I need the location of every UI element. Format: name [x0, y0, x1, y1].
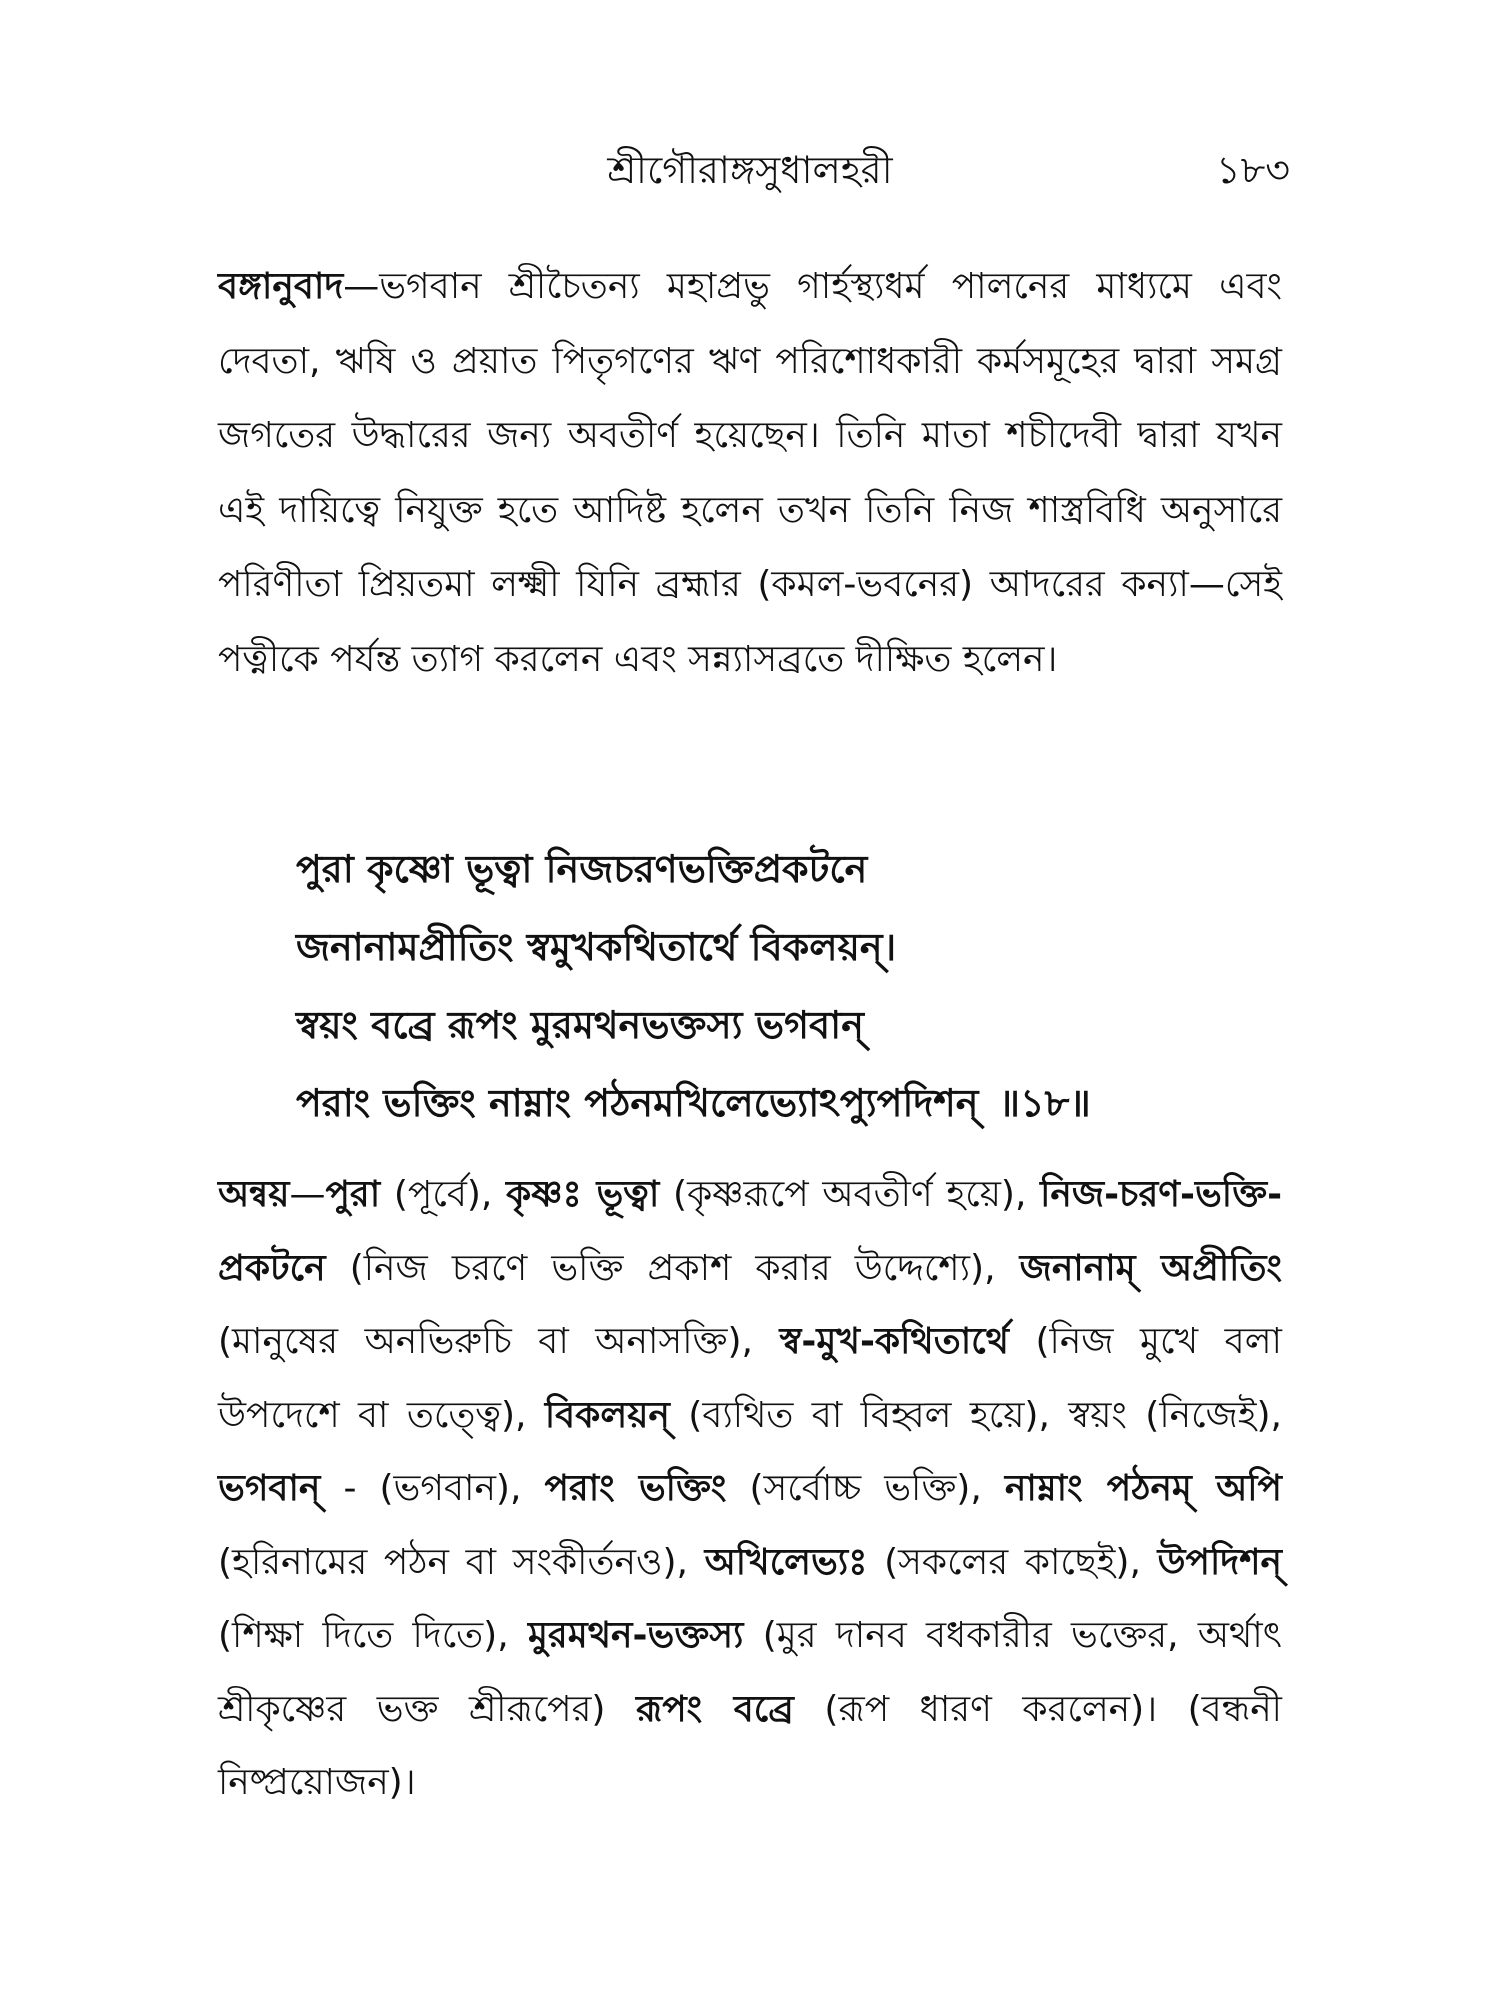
verse-number: ॥১৮॥ [998, 1081, 1091, 1125]
anvaya-term: কৃষ্ণঃ ভূত্বা [506, 1174, 660, 1215]
anvaya-term: স্ব-মুখ-কথিতার্থে [779, 1321, 1009, 1362]
anvaya-text: (হরিনামের পঠন বা সংকীর্তনও), [218, 1541, 705, 1583]
verse-line-4 [296, 1064, 1296, 1142]
translation-label: বঙ্গানুবাদ [218, 266, 344, 307]
translation-paragraph [218, 250, 1282, 697]
running-header [0, 140, 1500, 200]
anvaya-term: জনানাম্ অপ্রীতিং [1019, 1247, 1282, 1289]
translation-text: —ভগবান শ্রীচৈতন্য মহাপ্রভু গার্হস্থ্যধর্ম পালনের মাধ্যমে এবং দেবতা, ঋষি ও প্রয়াত পিতৃগণের ঋণ পরিশোধকারী কর্মসমূহের দ্বারা সমগ্র জগতের উদ্ধারের জন্য অবতীর্ণ হয়েছেন। তিনি মাতা শচীদেবী দ্বারা যখন এই দায়িত্বে নিযুক্ত হতে আদিষ্ট হলেন তখন তিনি নিজ শাস্ত্রবিধি অনুসারে পরিণীতা প্রিয়তমা লক্ষ্মী যিনি ব্রহ্মার (কমল-ভবনের) আদরের কন্যা—সেই পত্নীকে পর্যন্ত ত্যাগ করলেন এবং সন্ন্যাসব্রতে দীক্ষিত হলেন। [218, 266, 1282, 680]
anvaya-text: (মানুষের অনভিরুচি বা অনাসক্তি), [218, 1321, 780, 1362]
anvaya-text: (ব্যথিত বা বিহ্বল হয়ে), স্বয়ং (নিজেই), [669, 1394, 1282, 1436]
anvaya-term: নাম্নাং পঠনম্ অপি [1004, 1468, 1282, 1509]
anvaya-text: (শিক্ষা দিতে দিতে), [218, 1615, 528, 1656]
anvaya-term: পুরা [325, 1174, 381, 1215]
anvaya-term: পরাং ভক্তিং [544, 1468, 727, 1509]
anvaya-text: (মুর দানব বধকারীর ভক্তের, অর্থাৎ শ্রীকৃষ্ণের ভক্ত শ্রীরূপের) [218, 1615, 1282, 1730]
verse-line-4-text: পরাং ভক্তিং নাম্নাং পঠনমখিলেভ্যোঽপ্যুপদিশন্ [296, 1081, 979, 1125]
anvaya-term: মুরমথন-ভক্তস্য [527, 1615, 744, 1656]
anvaya-text: (সকলের কাছেই), [867, 1541, 1158, 1583]
verse-line-1: পুরা কৃষ্ণো ভূত্বা নিজচরণভক্তিপ্রকটনে [296, 847, 868, 891]
anvaya-text: (নিজ মুখে বলা উপদেশে বা তত্ত্বে), [218, 1321, 1282, 1436]
running-title: শ্রীগৌরাঙ্গসুধালহরী [607, 148, 893, 192]
verse-line-3: স্বয়ং বব্রে রূপং মুরমথনভক্তস্য ভগবান্ [296, 1003, 864, 1047]
anvaya-label: অন্বয় [218, 1174, 290, 1215]
anvaya-term: অখিলেভ্যঃ [704, 1541, 868, 1583]
anvaya-term: উপদিশন্ [1157, 1541, 1282, 1583]
anvaya-text: (কৃষ্ণরূপে অবতীর্ণ হয়ে), [659, 1174, 1041, 1215]
anvaya-term: বিকলয়ন্ [544, 1394, 670, 1436]
anvaya-text: (সর্বোচ্চ ভক্তি), [726, 1468, 1005, 1509]
anvaya-text: (নিজ চরণে ভক্তি প্রকাশ করার উদ্দেশ্যে), [325, 1247, 1020, 1289]
anvaya-term: ভগবান্ [218, 1468, 321, 1509]
anvaya-term: রূপং বব্রে [636, 1688, 794, 1730]
anvaya-term: নিজ-চরণ-ভক্তি-প্রকটনে [218, 1174, 1283, 1289]
anvaya-text: — [289, 1174, 326, 1215]
anvaya-paragraph [218, 1158, 1282, 1820]
anvaya-section [218, 1158, 1282, 1820]
anvaya-text: (পূর্বে), [380, 1174, 507, 1215]
anvaya-text: (রূপ ধারণ করলেন)। (বন্ধনী নিষ্প্রয়োজন)। [218, 1688, 1282, 1803]
page-number: ১৮৩ [1215, 148, 1290, 192]
bengali-translation [218, 250, 1282, 697]
verse-line-2: জনানামপ্রীতিং স্বমুখকথিতার্থে বিকলয়ন্। [296, 925, 897, 969]
anvaya-text: - (ভগবান), [320, 1468, 545, 1509]
sanskrit-verse [296, 830, 1296, 1142]
